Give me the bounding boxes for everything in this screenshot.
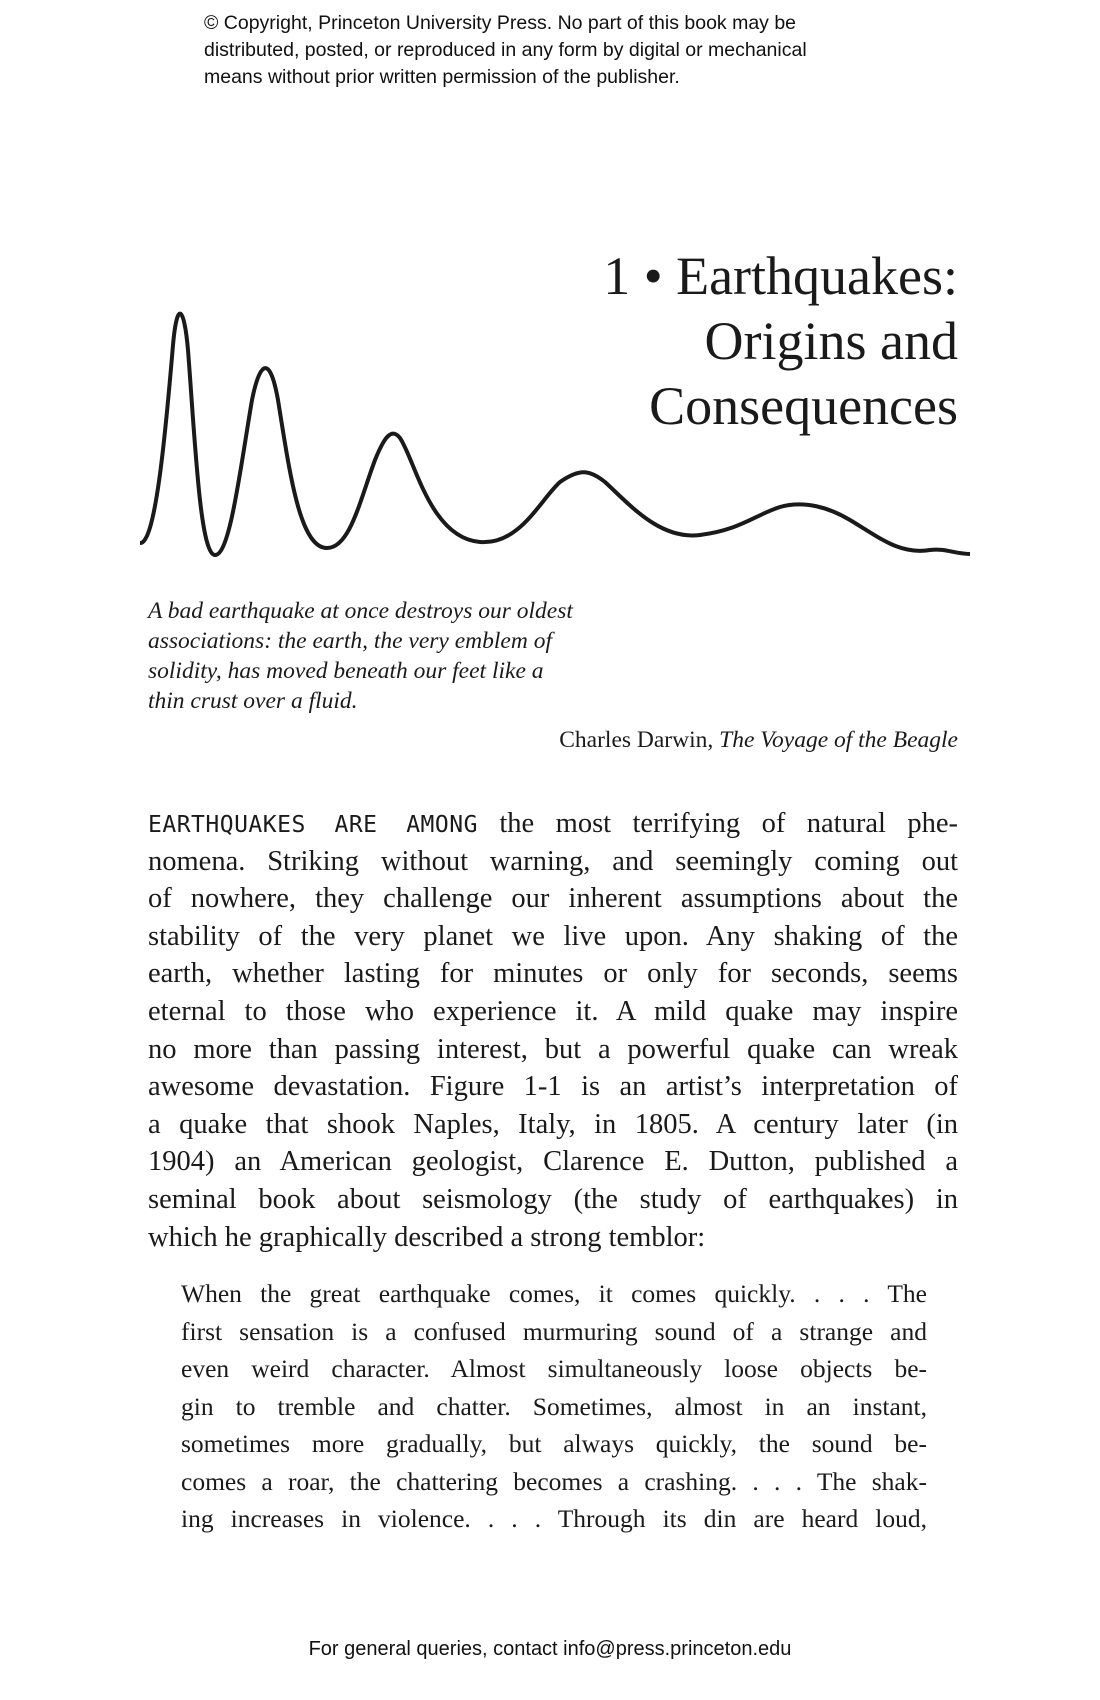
blockquote-line: comes a roar, the chattering becomes a crashing. . . . The shak- [181, 1466, 927, 1496]
body-line: which he graphically described a strong temblor: [148, 1221, 706, 1253]
chapter-title-line: Consequences [649, 376, 958, 436]
chapter-title-line: 1 • Earthquakes: [603, 246, 958, 306]
copyright-notice [204, 10, 924, 91]
footer-contact: For general queries, contact info@press.princeton.edu [308, 1638, 792, 1660]
body-line: nomena. Striking without warning, and seemingly coming out [148, 845, 958, 877]
epigraph-book-title: The Voyage of the Beagle [719, 727, 958, 753]
body-line: a quake that shook Naples, Italy, in 1805. A century later (in [148, 1108, 958, 1140]
body-line: no more than passing interest, but a powerful quake can wreak [148, 1033, 958, 1065]
epigraph-line: solidity, has moved beneath our feet like a [148, 658, 544, 684]
epigraph [148, 596, 958, 755]
body-line: of nowhere, they challenge our inherent assumptions about the [148, 883, 958, 915]
blockquote-line: ing increases in violence. . . . Through its din are heard loud, [181, 1504, 927, 1533]
blockquote-line: When the great earthquake comes, it comes quickly. . . . The [181, 1279, 927, 1308]
chapter-title-line: Origins and [704, 311, 958, 371]
body-line-text: the most terrifying of natural phe- [477, 808, 958, 839]
epigraph-line: thin crust over a fluid. [148, 688, 358, 714]
body-line: awesome devastation. Figure 1-1 is an artist’s interpretation of [148, 1071, 958, 1103]
epigraph-line: associations: the earth, the very emblem of [148, 628, 552, 654]
body-line: earth, whether lasting for minutes or only for seconds, seems [148, 958, 958, 990]
body-paragraph [148, 805, 958, 1256]
epigraph-line: A bad earthquake at once destroys our oldest [148, 598, 573, 624]
lead-in-smallcaps: EARTHQUAKES ARE AMONG [148, 812, 478, 838]
copyright-line: distributed, posted, or reproduced in any form by digital or mechanical [204, 39, 807, 61]
dutton-block-quote [181, 1275, 927, 1538]
blockquote-line: sometimes more gradually, but always quickly, the sound be- [181, 1429, 927, 1458]
epigraph-attribution [148, 725, 958, 755]
copyright-line: © Copyright, Princeton University Press. No part of this book may be [204, 12, 797, 34]
seismic-wave-illustration [140, 310, 970, 570]
epigraph-author: Charles Darwin, [559, 727, 720, 753]
copyright-line: means without prior written permission of the publisher. [204, 66, 680, 88]
epigraph-quote [148, 596, 958, 716]
body-line: stability of the very planet we live upon. Any shaking of the [148, 920, 958, 952]
blockquote-line: gin to tremble and chatter. Sometimes, almost in an instant, [181, 1391, 927, 1421]
blockquote-line: even weird character. Almost simultaneously loose objects be- [181, 1354, 927, 1383]
body-line: 1904) an American geologist, Clarence E. Dutton, published a [148, 1146, 958, 1178]
body-line: eternal to those who experience it. A mild quake may inspire [148, 995, 958, 1027]
body-line: seminal book about seismology (the study of earthquakes) in [148, 1183, 958, 1215]
blockquote-line: first sensation is a confused murmuring sound of a strange and [181, 1316, 927, 1346]
body-line [148, 805, 958, 843]
